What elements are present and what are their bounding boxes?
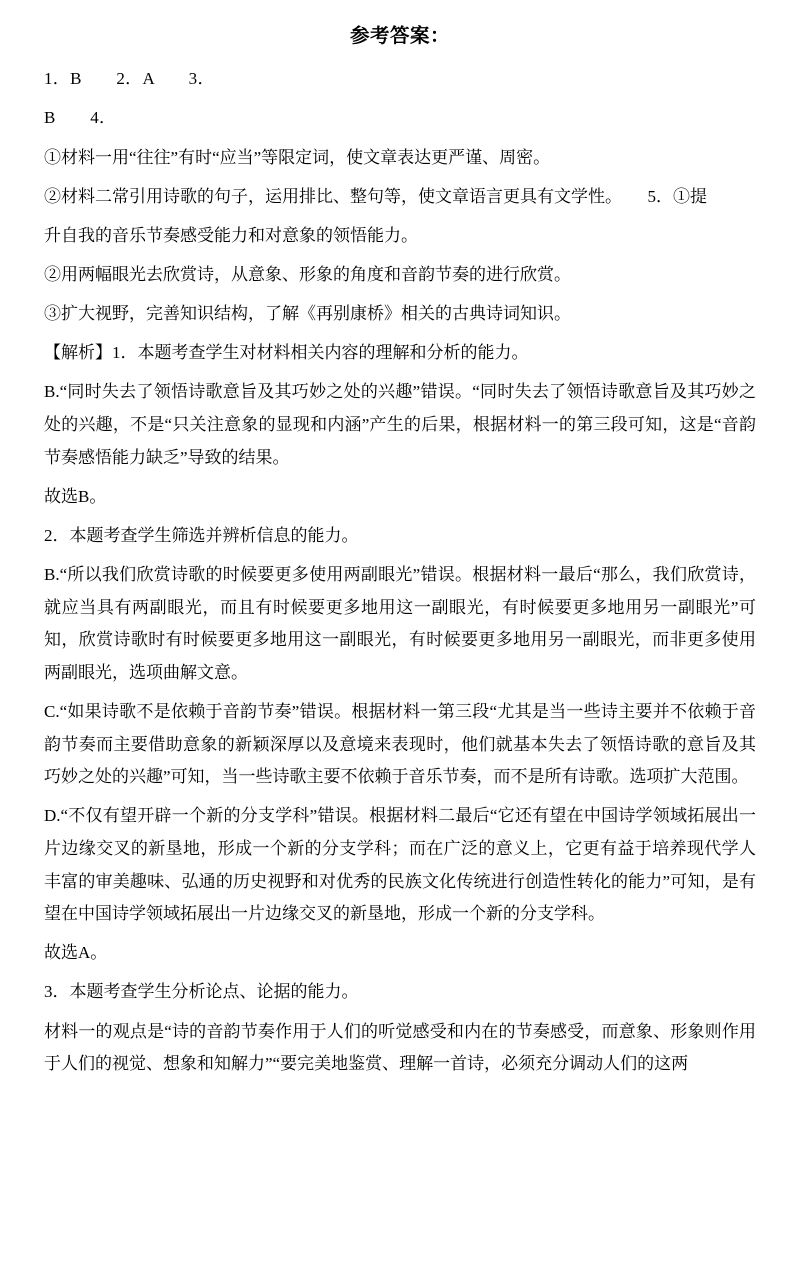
paragraph-answer-5-item-3: ③扩大视野，完善知识结构，了解《再别康桥》相关的古典诗词知识。: [44, 304, 571, 323]
paragraph-analysis-1-body: B.“同时失去了领悟诗歌意旨及其巧妙之处的兴趣”错误。“同时失去了领悟诗歌意旨及其巧妙之处的兴趣，不是“只关注意象的显现和内涵”产生的后果，根据材料一的第三段可知，这是“音韵节奏感悟能力缺乏”导致的结果。: [44, 382, 756, 467]
paragraph-answers-line-1: 1．B 2．A 3．: [44, 69, 215, 89]
paragraph-analysis-2-body-b: B.“所以我们欣赏诗歌的时候要更多使用两副眼光”错误。根据材料一最后“那么，我们欣赏诗，就应当具有两副眼光，而且有时候要更多地用这一副眼光，有时候要更多地用另一副眼光”可知，欣赏诗歌时有时候要更多地用这一副眼光，有时候要更多地用另一副眼光，而非更多使用两副眼光，选项曲解文意。: [44, 564, 756, 682]
paragraph-analysis-1-conclusion: 故选B。: [44, 486, 107, 506]
paragraph-analysis-1-heading: 【解析】1．本题考查学生对材料相关内容的理解和分析的能力。: [44, 343, 529, 363]
paragraph-analysis-3-body: 材料一的观点是“诗的音韵节奏作用于人们的听觉感受和内在的节奏感受，而意象、形象则作用于人们的视觉、想象和知解力”“要完美地鉴赏、理解一首诗，必须充分调动人们的这两: [44, 1021, 756, 1074]
paragraph-answer-4-item-1: ①材料一用“往往”有时“应当”等限定词，使文章表达更严谨、周密。: [44, 147, 551, 167]
page-title: 参考答案：: [349, 26, 450, 47]
paragraph-answer-4-item-2: ②材料二常引用诗歌的句子，运用排比、整句等，使文章语言更具有文学性。 5．①提: [44, 186, 707, 206]
paragraph-answer-5-item-2: ②用两幅眼光去欣赏诗，从意象、形象的角度和音韵节奏的进行欣赏。: [44, 264, 571, 284]
paragraph-analysis-2-body-c: C.“如果诗歌不是依赖于音韵节奏”错误。根据材料一第三段“尤其是当一些诗主要并不依赖于音韵节奏而主要借助意象的新颖深厚以及意境来表现时，他们就基本失去了领悟诗歌的意旨及其巧妙之处的兴趣”可知，当一些诗歌主要不依赖于音乐节奏，而不是所有诗歌。选项扩大范围。: [44, 701, 756, 787]
paragraph-analysis-2-heading: 2．本题考查学生筛选并辨析信息的能力。: [44, 525, 359, 545]
paragraph-analysis-2-body-d: D.“不仅有望开辟一个新的分支学科”错误。根据材料二最后“它还有望在中国诗学领域拓展出一片边缘交叉的新垦地，形成一个新的分支学科；而在广泛的意义上，它更有益于培养现代学人丰富的审美趣味、弘通的历史视野和对优秀的民族文化传统进行创造性转化的能力”可知，是有望在中国诗学领域拓展出一片边缘交叉的新垦地，形成一个新的分支学科。: [44, 806, 756, 924]
paragraph-answers-line-2: B 4．: [44, 108, 117, 128]
paragraph-answer-5-item-1-cont: 升自我的音乐节奏感受能力和对意象的领悟能力。: [44, 225, 418, 245]
paragraph-analysis-3-heading: 3．本题考查学生分析论点、论据的能力。: [44, 982, 359, 1002]
paragraph-analysis-2-conclusion: 故选A。: [44, 943, 108, 963]
